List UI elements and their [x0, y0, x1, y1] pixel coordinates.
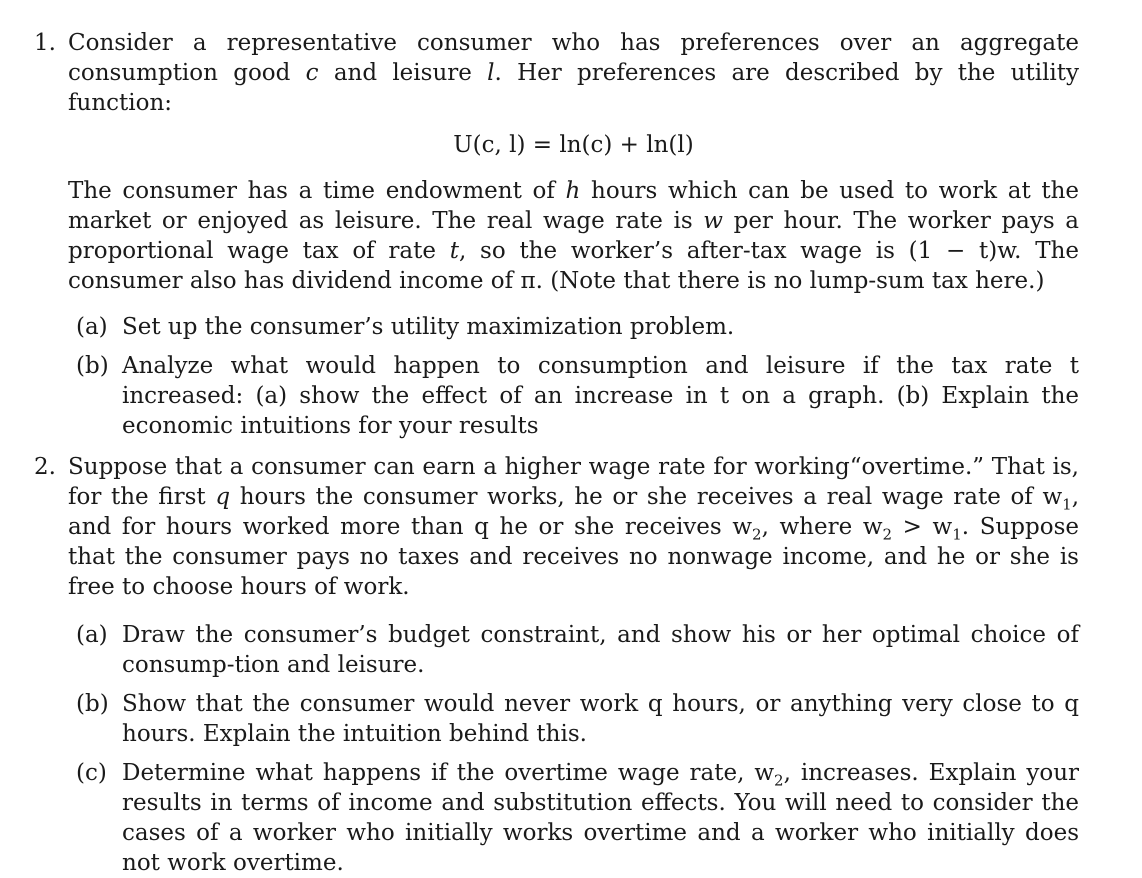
subquestion-text: Set up the consumer’s utility maximization problem. — [122, 314, 735, 340]
var-t: t — [449, 238, 459, 264]
subquestion — [76, 689, 1079, 749]
subquestion-text-part: , increases. Explain your results in terms of income and substitution effects. You will need to consider the cases of a worker who initially works overtime and a worker who initially does not work overtime. — [122, 760, 1079, 876]
subquestion-list — [34, 312, 1079, 441]
subquestion — [76, 312, 1079, 342]
intro-text: . Her preferences are described by the utility function: — [68, 60, 1080, 116]
body-text: , so the worker’s after-tax wage is (1 − t)w. The consumer also has dividend income of π. (Note that there is no lump-sum tax here.) — [68, 238, 1079, 294]
subquestion — [76, 351, 1079, 441]
subscript: 2 — [752, 525, 762, 544]
subquestion — [76, 620, 1079, 680]
problem-intro — [68, 28, 1079, 118]
var-h: h — [565, 178, 581, 204]
subquestion-label: (a) — [76, 314, 108, 340]
intro-text: Consider a representative consumer who has preferences over an aggregate consumption good — [68, 30, 1079, 86]
body-text: The consumer has a time endowment of — [68, 178, 555, 204]
var-c: c — [305, 60, 319, 86]
subquestion-label: (b) — [76, 691, 109, 717]
subquestion-label: (a) — [76, 622, 108, 648]
body-text: hours which can be used to work at the market or enjoyed as leisure. The real wage rate is — [68, 178, 1080, 234]
intro-text: . Suppose that the consumer pays no taxes and receives no nonwage income, and he or she is free to choose hours of work. — [68, 514, 1079, 600]
subquestion-text: Show that the consumer would never work q hours, or anything very close to q hours. Explain the intuition behind this. — [122, 691, 1079, 747]
subscript: 1 — [1062, 495, 1072, 514]
subquestion-label: (c) — [76, 760, 107, 786]
intro-text: Suppose that a consumer can earn a higher wage rate for working“overtime.” That is, for the first — [68, 454, 1079, 510]
problem-1 — [34, 28, 1079, 441]
subquestion-label: (b) — [76, 353, 109, 379]
var-q: q — [215, 484, 231, 510]
utility-equation: U(c, l) = ln(c) + ln(l) — [453, 132, 694, 158]
subquestion-text-part: Determine what happens if the overtime wage rate, w — [122, 760, 775, 786]
var-l: l — [487, 60, 495, 86]
intro-text: , and for hours worked more than q he or she receives w — [68, 484, 1080, 540]
intro-text: hours the consumer works, he or she receives a real wage rate of w — [239, 484, 1063, 510]
intro-text: > w — [892, 514, 953, 540]
subquestion-text: Draw the consumer’s budget constraint, and show his or her optimal choice of consump-tion and leisure. — [122, 622, 1079, 678]
subquestion-text — [122, 760, 1079, 876]
subscript: 2 — [774, 771, 784, 790]
problem-number: 1. — [34, 30, 56, 56]
subquestion-list — [34, 620, 1079, 878]
problem-body — [68, 176, 1079, 296]
body-text: per hour. The worker pays a proportional wage tax of rate — [68, 208, 1080, 264]
intro-text: , where w — [761, 514, 883, 540]
subquestion — [76, 758, 1079, 878]
problem-2 — [34, 452, 1079, 878]
problem-intro — [68, 452, 1079, 602]
subscript: 2 — [882, 525, 893, 544]
intro-text: and leisure — [333, 60, 472, 86]
var-w: w — [703, 208, 723, 234]
subquestion-text: Analyze what would happen to consumption and leisure if the tax rate t increased: (a) show the effect of an increase in t on a graph. (b) Explain the economic intuitions for your results — [122, 353, 1079, 439]
subscript: 1 — [952, 525, 962, 544]
problem-number: 2. — [34, 454, 56, 480]
